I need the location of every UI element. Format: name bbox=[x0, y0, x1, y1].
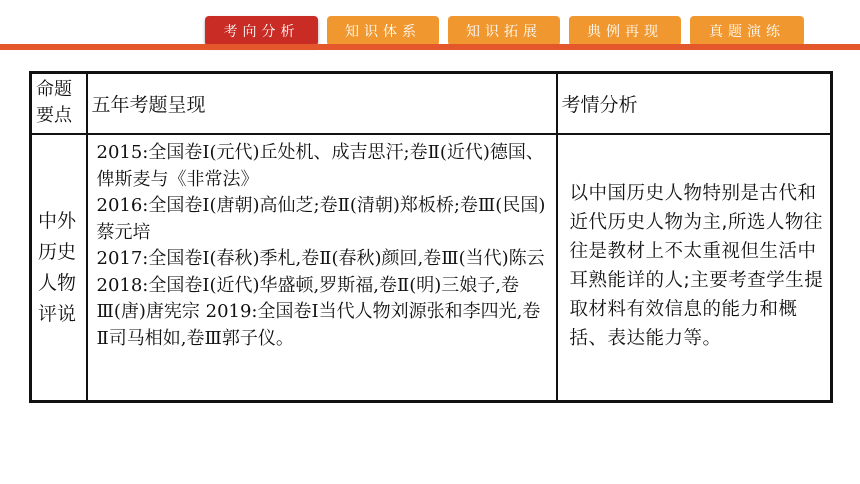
header-analysis: 考情分析 bbox=[557, 73, 832, 135]
table-header-row bbox=[31, 73, 832, 135]
tab-kaoxiang-fenxi[interactable]: 考向分析 bbox=[205, 16, 318, 46]
tab-zhishi-tixi[interactable]: 知识体系 bbox=[327, 16, 439, 46]
exam-2016: 2016:全国卷Ⅰ(唐朝)高仙芝;卷Ⅱ(清朝)郑板桥;卷Ⅲ(民国)蔡元培 bbox=[96, 195, 546, 243]
topic-cell: 中外历史人物评说 bbox=[31, 134, 87, 402]
tab-dianli-zaixian[interactable]: 典例再现 bbox=[569, 16, 681, 46]
header-divider bbox=[0, 44, 860, 50]
exam-analysis-table bbox=[29, 71, 833, 403]
exam-2015: 2015:全国卷Ⅰ(元代)丘处机、成吉思汗;卷Ⅱ(近代)德国、俾斯麦与《非常法》 bbox=[96, 142, 544, 190]
table-row bbox=[31, 134, 832, 402]
header-topic: 命题要点 bbox=[31, 73, 87, 135]
exams-cell bbox=[87, 134, 557, 402]
exam-2017: 2017:全国卷Ⅰ(春秋)季札,卷Ⅱ(春秋)颜回,卷Ⅲ(当代)陈云 bbox=[96, 248, 545, 269]
analysis-cell: 以中国历史人物特别是古代和近代历史人物为主,所选人物往往是教材上不太重视但生活中耳熟能详的人;主要考查学生提取材料有效信息的能力和概括、表达能力等。 bbox=[557, 134, 832, 402]
header-exams: 五年考题呈现 bbox=[87, 73, 557, 135]
exam-2018-2019: 2018:全国卷Ⅰ(近代)华盛顿,罗斯福,卷Ⅱ(明)三娘子,卷Ⅲ(唐)唐宪宗 2019:全国卷Ⅰ当代人物刘源张和李四光,卷Ⅱ司马相如,卷Ⅲ郭子仪。 bbox=[96, 274, 541, 349]
tab-zhenti-yanlian[interactable]: 真题演练 bbox=[690, 16, 804, 46]
tab-zhishi-tuozhan[interactable]: 知识拓展 bbox=[448, 16, 560, 46]
